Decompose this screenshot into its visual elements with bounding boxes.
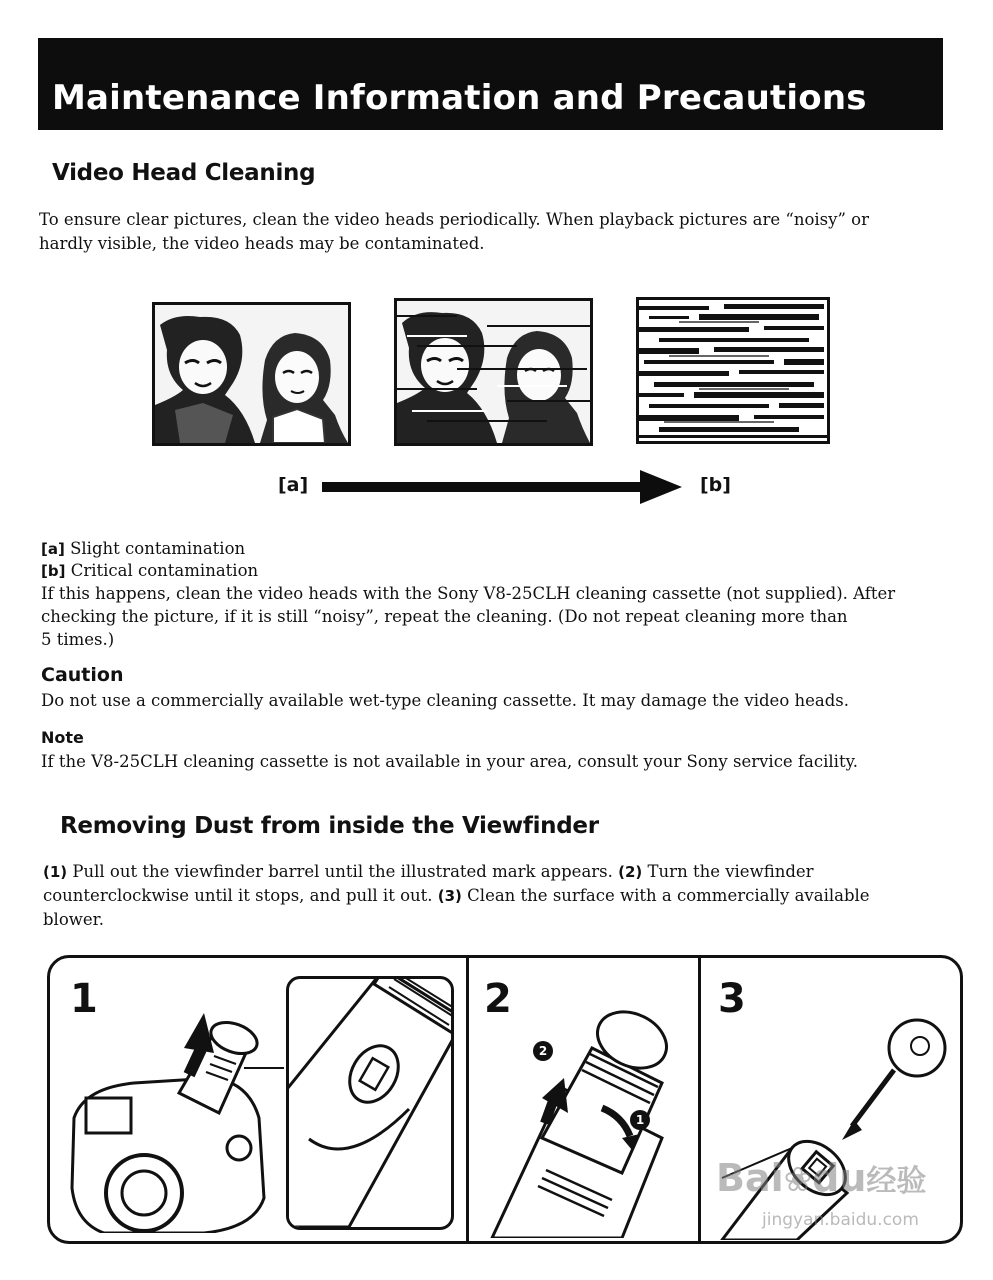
viewfinder-instructions xyxy=(43,860,963,932)
portrait-clear-illustration xyxy=(155,305,348,443)
step-marker-2: 2 xyxy=(533,1041,553,1061)
legend-b-text: Critical contamination xyxy=(70,561,259,580)
slight-noise-image xyxy=(394,298,593,446)
panel-divider xyxy=(466,958,469,1241)
panel-divider xyxy=(698,958,701,1241)
static-noise-illustration xyxy=(639,300,827,441)
instruction-line xyxy=(43,860,963,884)
step2-key: (2) xyxy=(618,863,643,881)
watermark-url: jingyan.baidu.com xyxy=(762,1210,919,1230)
label-b: [b] xyxy=(700,474,731,496)
step2-text-a: Turn the viewfinder xyxy=(647,862,814,881)
intro-line: To ensure clear pictures, clean the video heads periodically. When playback pictures are “noisy” or xyxy=(39,210,869,229)
camcorder-illustration xyxy=(64,1008,284,1233)
viewfinder-barrel-illustration xyxy=(289,979,451,1227)
step2-text-b: counterclockwise until it stops, and pull it out. xyxy=(43,886,433,905)
caution-heading: Caution xyxy=(41,664,124,686)
intro-paragraph xyxy=(39,208,959,256)
watermark-brand-left: Bai xyxy=(716,1156,784,1200)
step1-key: (1) xyxy=(43,863,68,881)
viewfinder-steps-panel xyxy=(47,955,963,1244)
legend-b xyxy=(41,560,961,582)
watermark-brand-cn: 经验 xyxy=(866,1164,927,1199)
blower-cleaning-illustration xyxy=(702,1018,957,1240)
note-text: If the V8-25CLH cleaning cassette is not available in your area, consult your Sony service facility. xyxy=(41,752,858,771)
label-a: [a] xyxy=(278,474,309,496)
instruction-line xyxy=(43,884,963,908)
caution-text: Do not use a commercially available wet-type cleaning cassette. It may damage the video heads. xyxy=(41,691,850,710)
section-title-video-head: Video Head Cleaning xyxy=(52,160,316,186)
page-title: Maintenance Information and Precautions xyxy=(52,78,867,118)
legend-and-body xyxy=(41,538,961,651)
body-line: 5 times.) xyxy=(41,630,115,649)
body-line: checking the picture, if it is still “noisy”, repeat the cleaning. (Do not repeat cleaning more than xyxy=(41,607,848,626)
title-banner xyxy=(38,38,943,130)
legend-a xyxy=(41,538,961,560)
step-number-2: 2 xyxy=(484,976,512,1022)
step-marker-1: 1 xyxy=(630,1110,650,1130)
step3-text-a: Clean the surface with a commercially available xyxy=(467,886,870,905)
step-number-3: 3 xyxy=(718,976,746,1022)
paw-icon: ❀ xyxy=(783,1160,813,1200)
portrait-noisy-illustration xyxy=(397,301,590,443)
body-line: If this happens, clean the video heads with the Sony V8-25CLH cleaning cassette (not supplied). After xyxy=(41,584,896,603)
step1-text: Pull out the viewfinder barrel until the illustrated mark appears. xyxy=(72,862,613,881)
legend-b-key: [b] xyxy=(41,562,66,580)
note-heading: Note xyxy=(41,728,84,747)
arrow-right-icon xyxy=(322,470,682,504)
critical-noise-image xyxy=(636,297,830,444)
legend-a-key: [a] xyxy=(41,540,65,558)
instruction-line: blower. xyxy=(43,910,104,929)
watermark-logo xyxy=(716,1156,926,1200)
intro-line: hardly visible, the video heads may be contaminated. xyxy=(39,234,485,253)
clean-picture-image xyxy=(152,302,351,446)
legend-a-text: Slight contamination xyxy=(70,539,246,558)
watermark-brand-right: du xyxy=(812,1156,867,1200)
viewfinder-rotate-illustration xyxy=(472,988,694,1238)
section-title-viewfinder: Removing Dust from inside the Viewfinder xyxy=(60,813,599,839)
viewfinder-mark-closeup xyxy=(286,976,454,1230)
step-number-1: 1 xyxy=(70,976,98,1022)
progression-arrow xyxy=(322,470,682,504)
step3-key: (3) xyxy=(437,887,462,905)
